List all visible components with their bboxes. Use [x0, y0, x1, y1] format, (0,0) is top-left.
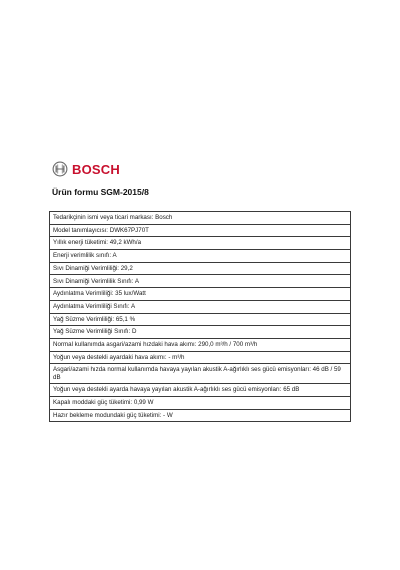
spec-grease-efficiency: Yağ Süzme Verimliliği: 65,1 %: [50, 313, 351, 326]
table-row: [50, 384, 351, 397]
brand-logo: [52, 160, 120, 178]
table-row: [50, 288, 351, 301]
table-row: [50, 397, 351, 410]
spec-airflow-boost: Yoğun veya destekli ayardaki hava akımı: - m³/h: [50, 351, 351, 364]
spec-grease-class: Yağ Süzme Verimliliği Sınıfı: D: [50, 326, 351, 339]
spec-fluid-efficiency: Sıvı Dinamiği Verimliliği: 29,2: [50, 262, 351, 275]
table-row: [50, 351, 351, 364]
spec-energy-class: Enerji verimlilik sınıfı: A: [50, 250, 351, 263]
table-row: [50, 326, 351, 339]
table-row: [50, 224, 351, 237]
table-row: [50, 313, 351, 326]
brand-name: BOSCH: [72, 161, 120, 177]
product-spec-table: [49, 211, 351, 422]
spec-model: Model tanımlayıcısı: DWK67PJ70T: [50, 224, 351, 237]
table-row: [50, 300, 351, 313]
table-row: [50, 409, 351, 422]
form-title: Ürün formu SGM-2015/8: [52, 187, 149, 197]
table-row: [50, 237, 351, 250]
table-row: [50, 250, 351, 263]
spec-noise-boost: Yoğun veya destekli ayarda havaya yayılan akustik A-ağırlıklı ses gücü emisyonları: 65 dB: [50, 384, 351, 397]
table-row: [50, 262, 351, 275]
spec-airflow-normal: Normal kullanımda asgari/azami hızdaki hava akımı: 290,0 m³/h / 700 m³/h: [50, 338, 351, 351]
spec-supplier: Tedarikçinin ismi veya ticari markası: Bosch: [50, 212, 351, 225]
table-row: [50, 275, 351, 288]
table-row: [50, 212, 351, 225]
spec-noise-normal: Asgari/azami hızda normal kullanımda havaya yayılan akustik A-ağırlıklı ses gücü emisyonları: 46 dB / 59 dB: [50, 364, 351, 384]
table-row: [50, 364, 351, 384]
spec-lighting-class: Aydınlatma Verimliliği Sınıfı: A: [50, 300, 351, 313]
spec-annual-energy: Yıllık enerji tüketimi: 49,2 kWh/a: [50, 237, 351, 250]
spec-lighting-efficiency: Aydınlatma Verimliliği: 35 lux/Watt: [50, 288, 351, 301]
table-row: [50, 338, 351, 351]
bosch-armature-icon: [52, 161, 68, 177]
spec-off-mode-power: Kapalı moddaki güç tüketimi: 0,99 W: [50, 397, 351, 410]
spec-standby-power: Hazır bekleme modundaki güç tüketimi: - W: [50, 409, 351, 422]
spec-fluid-class: Sıvı Dinamiği Verimlilik Sınıfı: A: [50, 275, 351, 288]
